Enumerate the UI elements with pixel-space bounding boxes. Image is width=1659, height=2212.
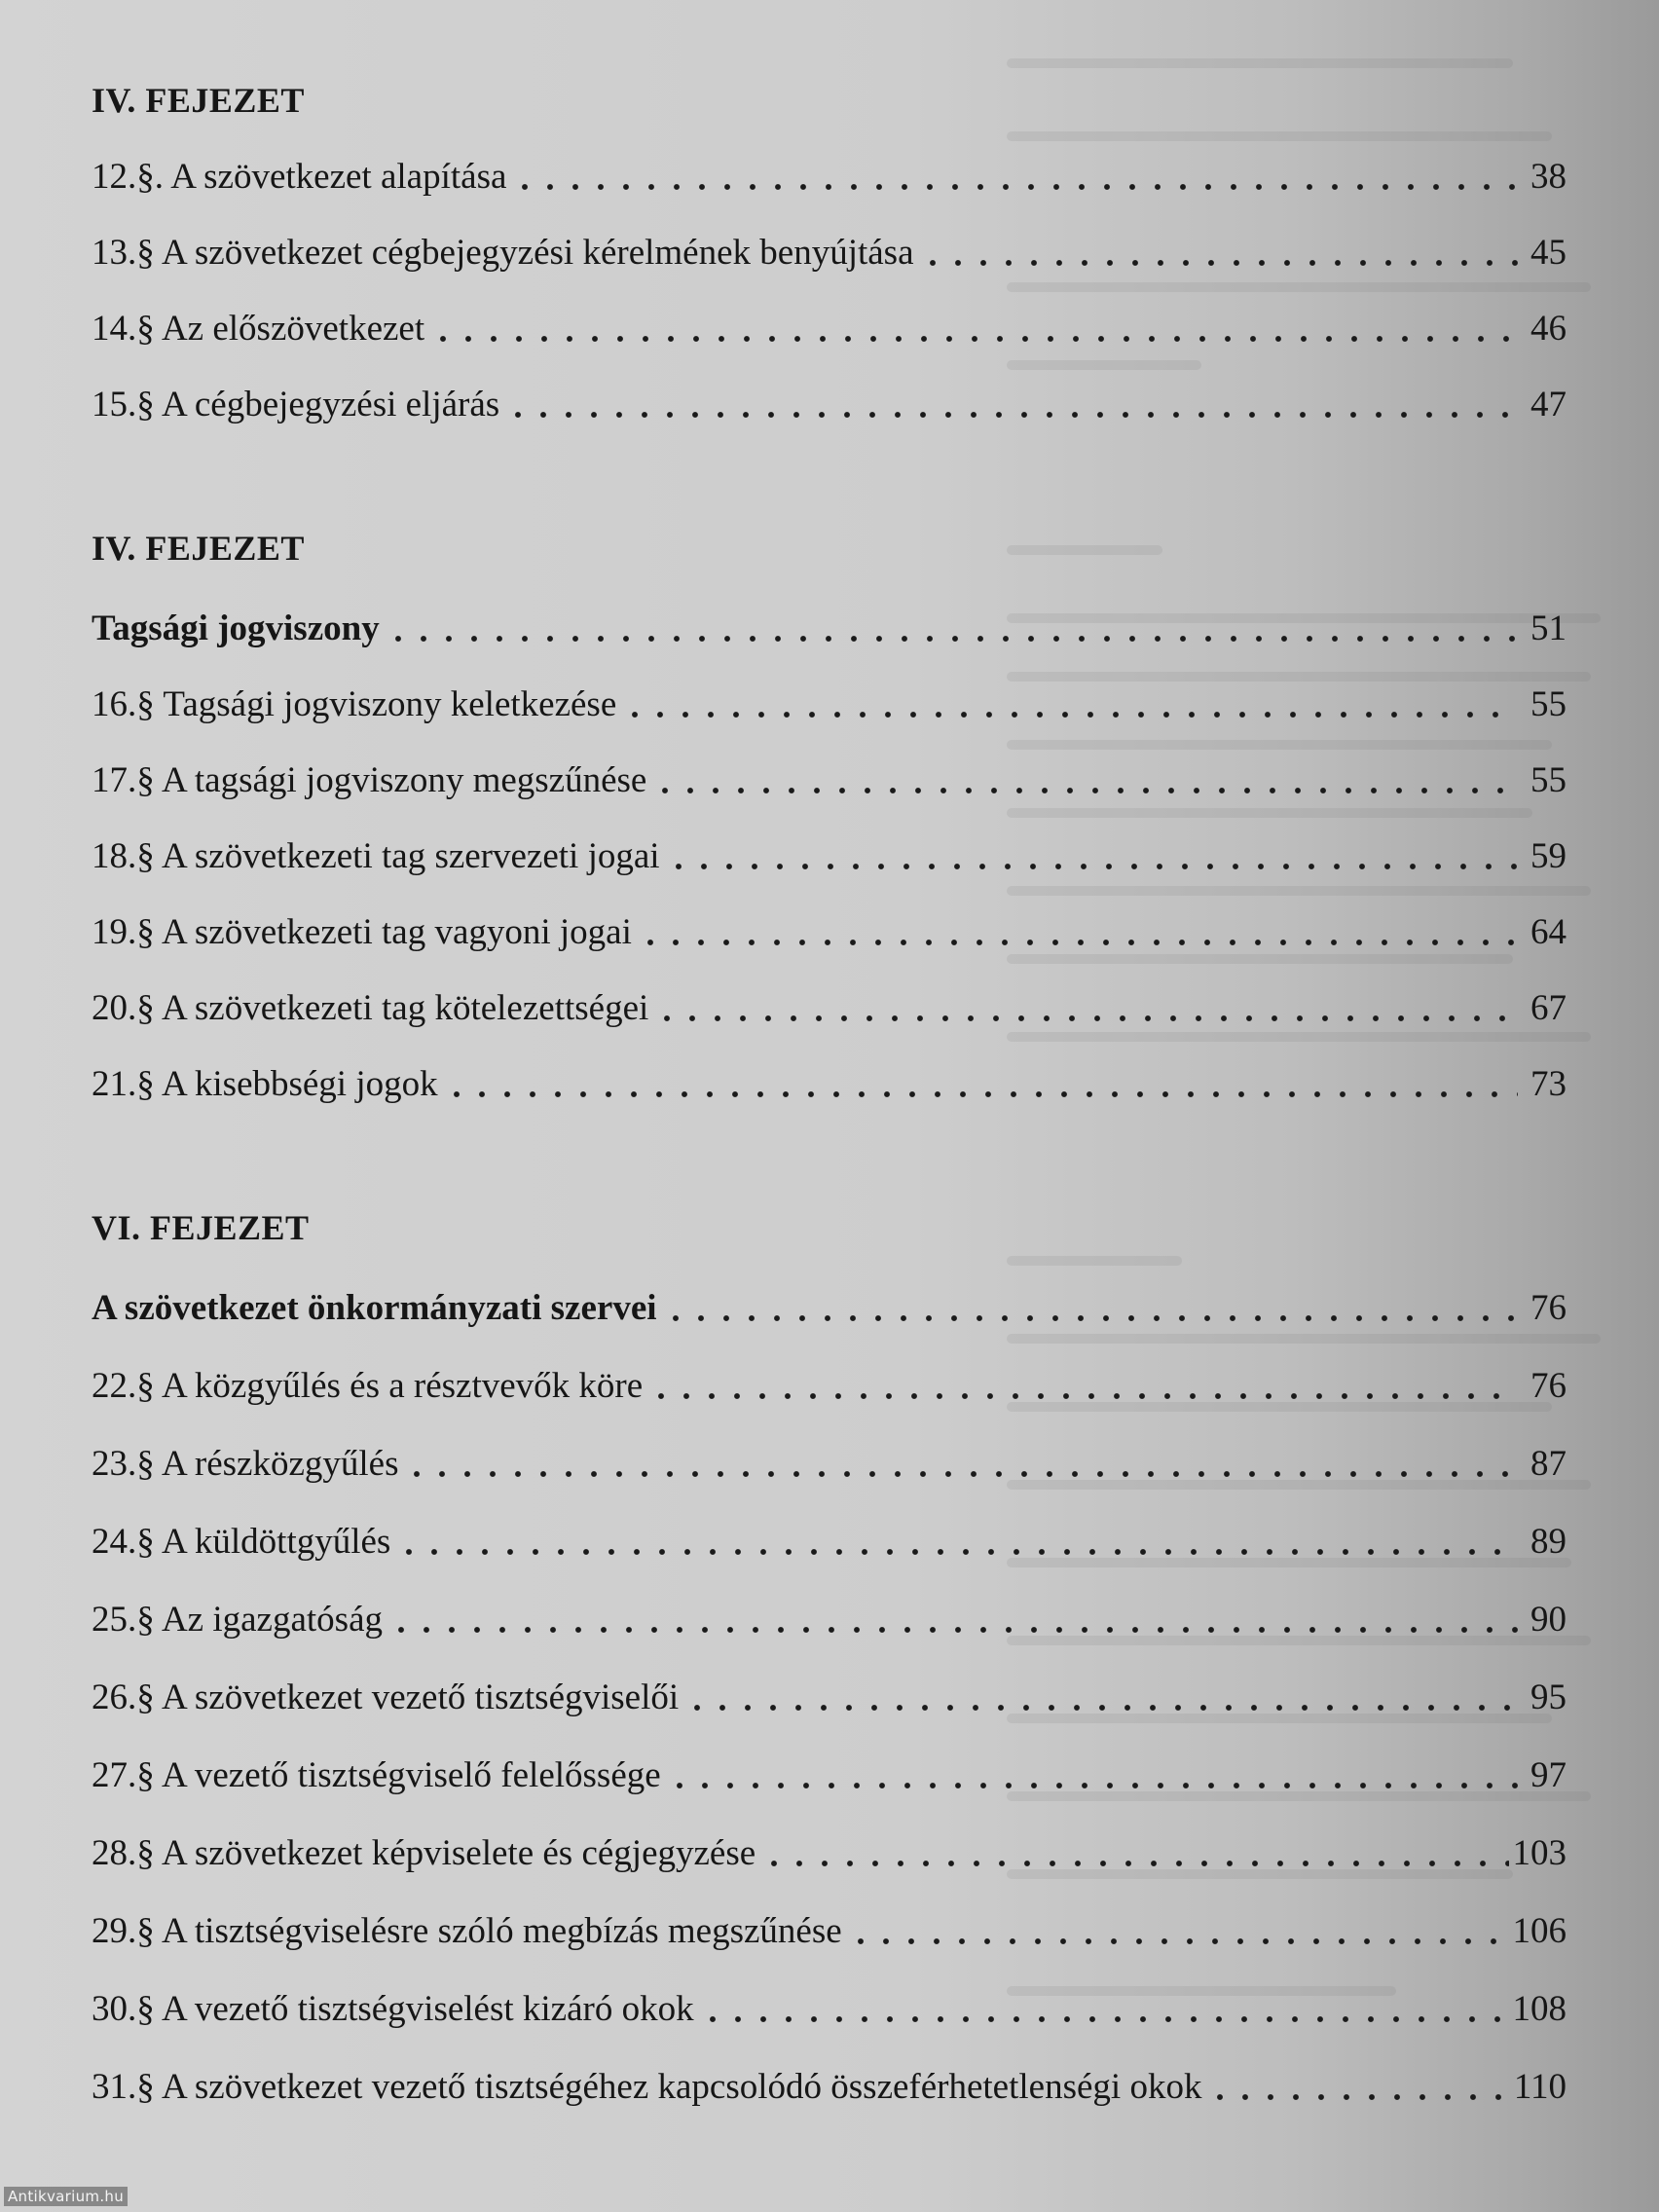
dot-leader bbox=[667, 1783, 1518, 1788]
entry-label: 26.§ A szövetkezet vezető tisztségviselői bbox=[92, 1677, 680, 1717]
dot-leader bbox=[920, 260, 1519, 266]
toc-entry[interactable] bbox=[92, 900, 1567, 954]
entry-label: Tagsági jogviszony bbox=[92, 608, 380, 648]
entry-label: 15.§ A cégbejegyzési eljárás bbox=[92, 385, 500, 424]
toc-entry[interactable] bbox=[92, 1743, 1567, 1797]
entry-page-number: 106 bbox=[1512, 1911, 1567, 1951]
entry-page-number: 38 bbox=[1530, 157, 1567, 197]
entry-page-number: 76 bbox=[1530, 1288, 1567, 1328]
entry-page-number: 64 bbox=[1530, 912, 1567, 952]
toc-entry[interactable] bbox=[92, 296, 1567, 350]
toc-entry[interactable] bbox=[92, 1353, 1567, 1408]
entry-label: 25.§ Az igazgatóság bbox=[92, 1600, 383, 1640]
entry-label: 28.§ A szövetkezet képviselete és cégjegyzése bbox=[92, 1833, 756, 1873]
entry-page-number: 89 bbox=[1530, 1522, 1567, 1562]
dot-leader bbox=[622, 712, 1518, 718]
entry-label: 24.§ A küldöttgyűlés bbox=[92, 1522, 391, 1562]
entry-page-number: 108 bbox=[1512, 1989, 1567, 2029]
entry-label: 23.§ A részközgyűlés bbox=[92, 1444, 399, 1484]
entry-label: 18.§ A szövetkezeti tag szervezeti jogai bbox=[92, 836, 660, 876]
dot-leader bbox=[388, 1627, 1518, 1633]
toc-entry[interactable] bbox=[92, 1665, 1567, 1719]
dot-leader bbox=[430, 336, 1518, 342]
dot-leader bbox=[512, 184, 1518, 190]
toc-entry[interactable] bbox=[92, 2054, 1567, 2109]
toc-entry[interactable] bbox=[92, 1899, 1567, 1953]
chapter-heading: IV. FEJEZET bbox=[92, 529, 305, 568]
entry-label: 12.§. A szövetkezet alapítása bbox=[92, 157, 507, 197]
toc-entry[interactable] bbox=[92, 372, 1567, 426]
entry-page-number: 55 bbox=[1530, 684, 1567, 724]
entry-page-number: 95 bbox=[1530, 1677, 1567, 1717]
toc-entry[interactable] bbox=[92, 1275, 1567, 1330]
toc-entry[interactable] bbox=[92, 672, 1567, 726]
toc-entry[interactable] bbox=[92, 748, 1567, 802]
dot-leader bbox=[1207, 2094, 1509, 2100]
toc-entry[interactable] bbox=[92, 1051, 1567, 1106]
dot-leader bbox=[848, 1938, 1509, 1944]
dot-leader bbox=[404, 1471, 1518, 1477]
toc-entry[interactable] bbox=[92, 1587, 1567, 1641]
chapter-heading: IV. FEJEZET bbox=[92, 81, 305, 120]
entry-label: 14.§ Az előszövetkezet bbox=[92, 309, 425, 349]
entry-page-number: 51 bbox=[1530, 608, 1567, 648]
entry-label: 13.§ A szövetkezet cégbejegyzési kérelmének benyújtása bbox=[92, 233, 914, 273]
toc-entry[interactable] bbox=[92, 220, 1567, 275]
entry-label: 27.§ A vezető tisztségviselő felelőssége bbox=[92, 1755, 661, 1795]
entry-label: 31.§ A szövetkezet vezető tisztségéhez kapcsolódó összeférhetetlenségi okok bbox=[92, 2067, 1202, 2107]
dot-leader bbox=[638, 940, 1518, 945]
toc-entry[interactable] bbox=[92, 144, 1567, 199]
dot-leader bbox=[700, 2016, 1509, 2022]
dot-leader bbox=[663, 1315, 1518, 1321]
entry-page-number: 59 bbox=[1530, 836, 1567, 876]
entry-page-number: 76 bbox=[1530, 1366, 1567, 1406]
entry-label: A szövetkezet önkormányzati szervei bbox=[92, 1288, 657, 1328]
entry-label: 16.§ Tagsági jogviszony keletkezése bbox=[92, 684, 617, 724]
dot-leader bbox=[648, 1393, 1518, 1399]
entry-label: 17.§ A tagsági jogviszony megszűnése bbox=[92, 760, 647, 800]
entry-page-number: 103 bbox=[1512, 1833, 1567, 1873]
entry-page-number: 87 bbox=[1530, 1444, 1567, 1484]
dot-leader bbox=[505, 412, 1518, 418]
entry-label: 30.§ A vezető tisztségviselést kizáró okok bbox=[92, 1989, 694, 2029]
entry-page-number: 47 bbox=[1530, 385, 1567, 424]
dot-leader bbox=[684, 1705, 1518, 1711]
toc-entry[interactable] bbox=[92, 1821, 1567, 1875]
toc-entry[interactable] bbox=[92, 1976, 1567, 2031]
watermark: Antikvarium.hu bbox=[4, 2187, 128, 2206]
entry-page-number: 55 bbox=[1530, 760, 1567, 800]
toc-entry[interactable] bbox=[92, 1509, 1567, 1564]
entry-page-number: 46 bbox=[1530, 309, 1567, 349]
entry-label: 20.§ A szövetkezeti tag kötelezettségei bbox=[92, 988, 649, 1028]
entry-page-number: 97 bbox=[1530, 1755, 1567, 1795]
entry-page-number: 110 bbox=[1513, 2067, 1567, 2107]
toc-entry[interactable] bbox=[92, 596, 1567, 650]
dot-leader bbox=[386, 636, 1518, 642]
dot-leader bbox=[761, 1861, 1508, 1866]
entry-label: 19.§ A szövetkezeti tag vagyoni jogai bbox=[92, 912, 632, 952]
entry-page-number: 73 bbox=[1530, 1064, 1567, 1104]
entry-page-number: 45 bbox=[1530, 233, 1567, 273]
dot-leader bbox=[652, 788, 1518, 793]
entry-label: 29.§ A tisztségviselésre szóló megbízás megszűnése bbox=[92, 1911, 842, 1951]
dot-leader bbox=[654, 1015, 1518, 1021]
entry-label: 21.§ A kisebbségi jogok bbox=[92, 1064, 438, 1104]
dot-leader bbox=[666, 864, 1518, 869]
toc-entry[interactable] bbox=[92, 976, 1567, 1030]
entry-page-number: 90 bbox=[1530, 1600, 1567, 1640]
toc-entry[interactable] bbox=[92, 1431, 1567, 1486]
toc-entry[interactable] bbox=[92, 824, 1567, 878]
chapter-heading: VI. FEJEZET bbox=[92, 1208, 310, 1247]
entry-page-number: 67 bbox=[1530, 988, 1567, 1028]
dot-leader bbox=[444, 1091, 1518, 1097]
dot-leader bbox=[396, 1549, 1518, 1555]
entry-label: 22.§ A közgyűlés és a résztvevők köre bbox=[92, 1366, 644, 1406]
